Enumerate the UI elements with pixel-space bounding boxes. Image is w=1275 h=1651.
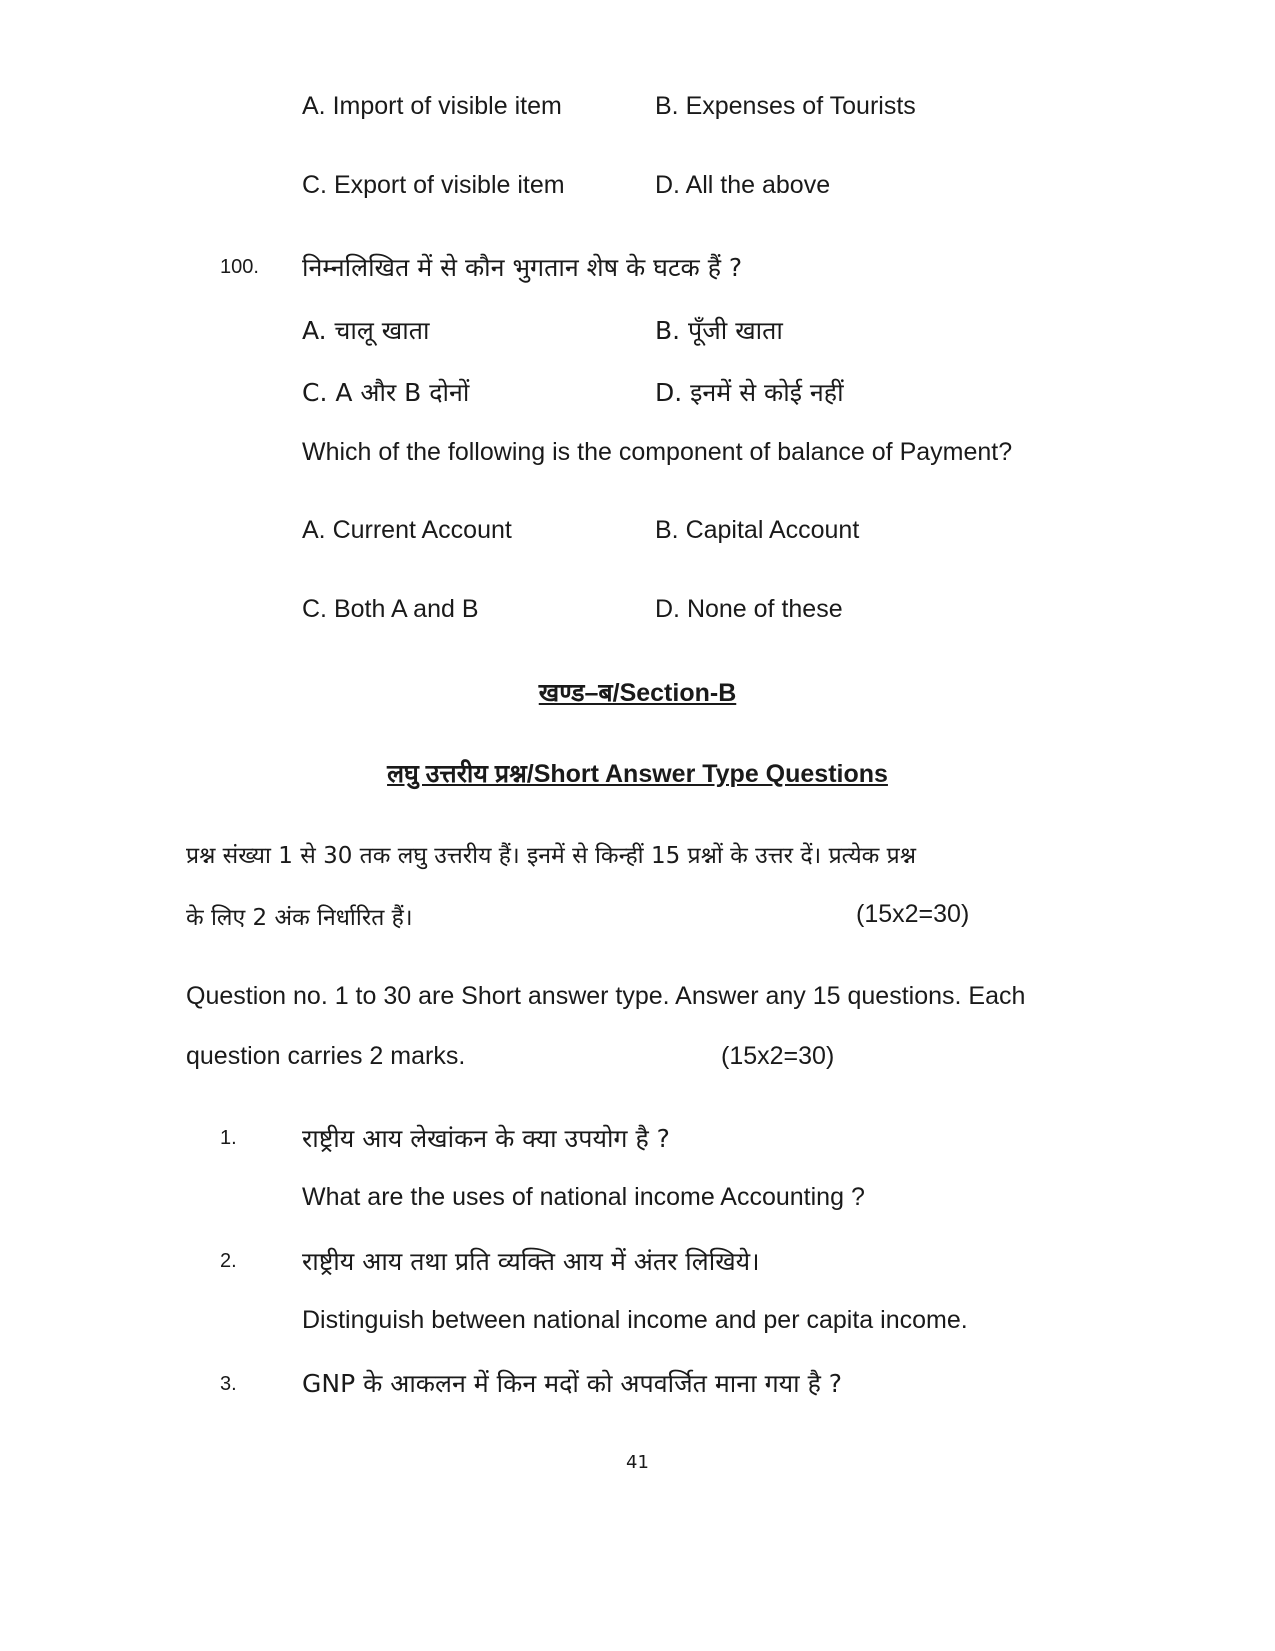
option-d: D. All the above — [655, 171, 831, 199]
option-c-english: C. Both A and B — [302, 595, 479, 623]
option-a-english: A. Current Account — [302, 516, 512, 544]
instructions-hindi-marks: (15x2=30) — [856, 900, 970, 928]
question-text-hindi: निम्नलिखित में से कौन भुगतान शेष के घटक हैं ? — [302, 253, 743, 282]
option-d-hindi: D. इनमें से कोई नहीं — [655, 378, 844, 407]
instructions-english-line1: Question no. 1 to 30 are Short answer type. Answer any 15 questions. Each — [186, 982, 1026, 1010]
question-text-hindi: राष्ट्रीय आय तथा प्रति व्यक्ति आय में अंतर लिखिये। — [302, 1247, 760, 1276]
question-number: 100. — [220, 256, 259, 278]
instructions-hindi-line1: प्रश्न संख्या 1 से 30 तक लघु उत्तरीय हैं। इनमें से किन्हीं 15 प्रश्नों के उत्तर दें। प्रत्येक प्रश्न — [186, 843, 916, 869]
option-c-hindi: C. A और B दोनों — [302, 378, 470, 407]
option-a: A. Import of visible item — [302, 92, 562, 120]
option-b: B. Expenses of Tourists — [655, 92, 916, 120]
option-a-hindi: A. चालू खाता — [302, 316, 430, 345]
question-text-english: What are the uses of national income Accounting ? — [302, 1183, 865, 1211]
question-number: 3. — [220, 1373, 237, 1395]
question-number: 1. — [220, 1127, 237, 1149]
question-text-hindi: राष्ट्रीय आय लेखांकन के क्या उपयोग है ? — [302, 1124, 670, 1153]
option-d-english: D. None of these — [655, 595, 843, 623]
question-text-english: Distinguish between national income and per capita income. — [302, 1306, 968, 1334]
instructions-english-line2: question carries 2 marks. — [186, 1042, 466, 1070]
section-subtitle: लघु उत्तरीय प्रश्न/Short Answer Type Questions — [387, 760, 888, 788]
question-number: 2. — [220, 1250, 237, 1272]
option-c: C. Export of visible item — [302, 171, 565, 199]
section-title: खण्ड–ब/Section-B — [538, 679, 737, 707]
instructions-english-marks: (15x2=30) — [721, 1042, 835, 1070]
page-number: 41 — [626, 1452, 649, 1473]
option-b-hindi: B. पूँजी खाता — [655, 316, 783, 345]
option-b-english: B. Capital Account — [655, 516, 860, 544]
question-text-hindi: GNP के आकलन में किन मदों को अपवर्जित माना गया है ? — [302, 1369, 843, 1398]
instructions-hindi-line2: के लिए 2 अंक निर्धारित हैं। — [186, 905, 413, 931]
question-text-english: Which of the following is the component of balance of Payment? — [302, 438, 1013, 466]
